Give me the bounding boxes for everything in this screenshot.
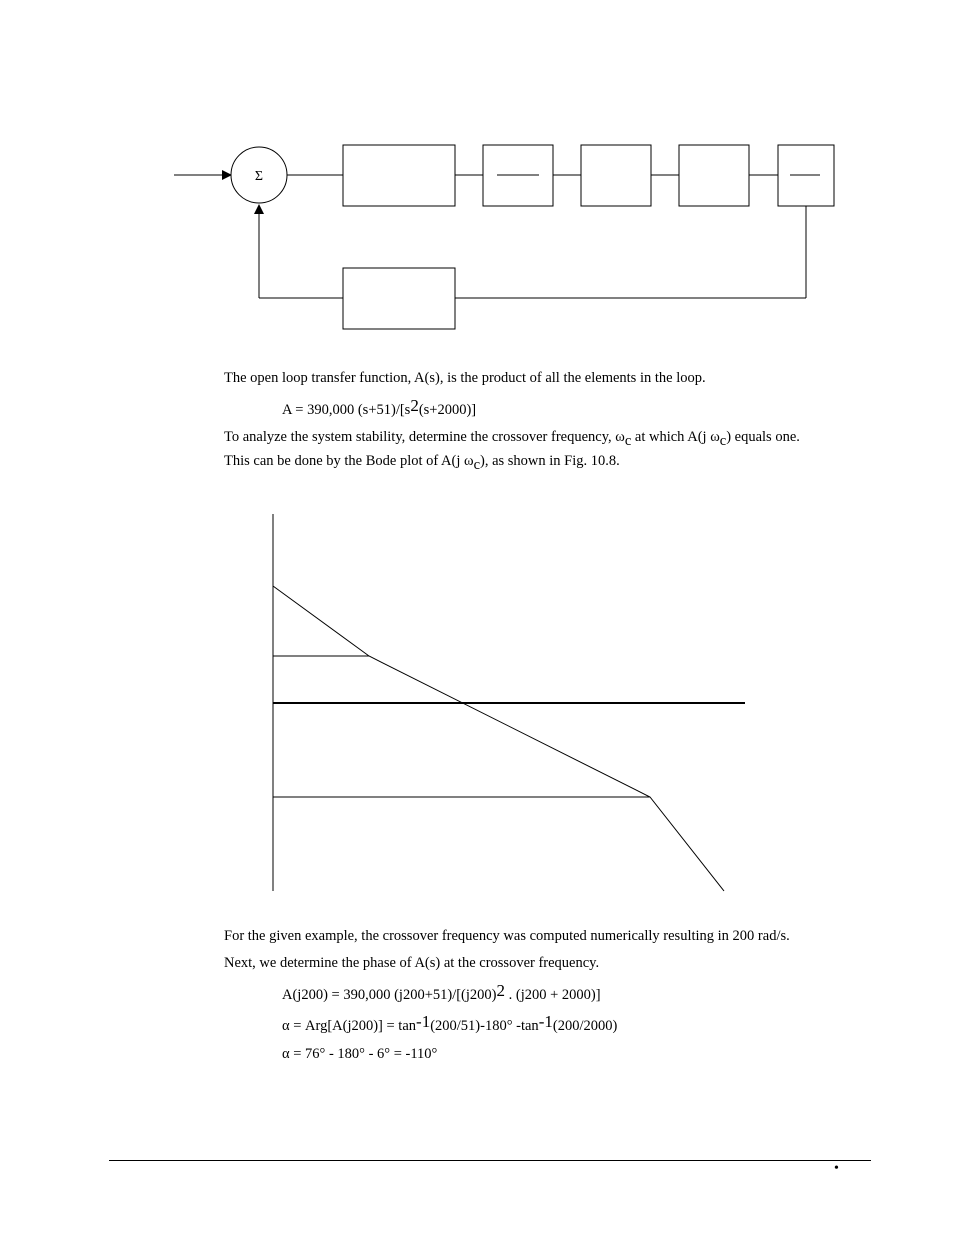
equation-open-loop <box>282 396 477 419</box>
superscript: -1 <box>416 1012 431 1031</box>
footer-rule <box>109 1160 871 1161</box>
equation-part: A = 390,000 (s+51)/[s <box>282 402 411 418</box>
equation-part: A(j200) = 390,000 (j200+51)/[(j200) <box>282 987 497 1003</box>
equation-part: α = 76° - 180° - 6° = -110° <box>282 1046 438 1062</box>
equation-part: (200/51)-180° -tan <box>430 1018 539 1034</box>
paragraph-text: The open loop transfer function, A(s), is the product of all the elements in the loop. <box>224 370 706 386</box>
block-3 <box>581 145 651 206</box>
equation-alpha-arg <box>282 1012 618 1035</box>
paragraph-bode <box>224 452 620 473</box>
equation-part: α = Arg[A(j200)] = tan <box>282 1018 417 1034</box>
paragraph-open-loop <box>224 369 706 387</box>
paragraph-text: ) equals one. <box>726 429 800 445</box>
paragraph-text: Next, we determine the phase of A(s) at the crossover frequency. <box>224 955 600 971</box>
equation-part: . (j200 + 2000)] <box>505 987 601 1003</box>
block-4 <box>679 145 749 206</box>
subscript: c <box>624 433 632 449</box>
equation-a-j200 <box>282 981 601 1004</box>
paragraph-text: ), as shown in Fig. 10.8. <box>480 453 620 469</box>
superscript: 2 <box>410 396 419 415</box>
superscript: -1 <box>538 1012 553 1031</box>
summing-symbol: Σ <box>254 169 264 184</box>
paragraph-text: This can be done by the Bode plot of A(j ω <box>224 453 474 469</box>
footer-bullet: • <box>834 1161 839 1176</box>
superscript: 2 <box>496 981 505 1000</box>
block-feedback <box>343 268 455 329</box>
paragraph-crossover <box>224 927 790 945</box>
magnitude-asymptote <box>273 586 724 891</box>
equation-part: (200/2000) <box>552 1018 618 1034</box>
equation-part: (s+2000)] <box>418 402 477 418</box>
equation-alpha-result <box>282 1045 437 1063</box>
block-controller <box>343 145 455 206</box>
subscript: c <box>473 457 480 473</box>
bode-plot <box>0 500 954 900</box>
block-diagram <box>0 0 954 340</box>
paragraph-text: at which A(j ω <box>631 429 720 445</box>
paragraph-text: For the given example, the crossover frequency was computed numerically resulting in 200 rad/s. <box>224 928 790 944</box>
paragraph-stability <box>224 428 800 449</box>
paragraph-phase <box>224 954 599 972</box>
paragraph-text: To analyze the system stability, determine the crossover frequency, ω <box>224 429 625 445</box>
feedback-arrowhead <box>254 204 264 214</box>
subscript: c <box>719 433 727 449</box>
